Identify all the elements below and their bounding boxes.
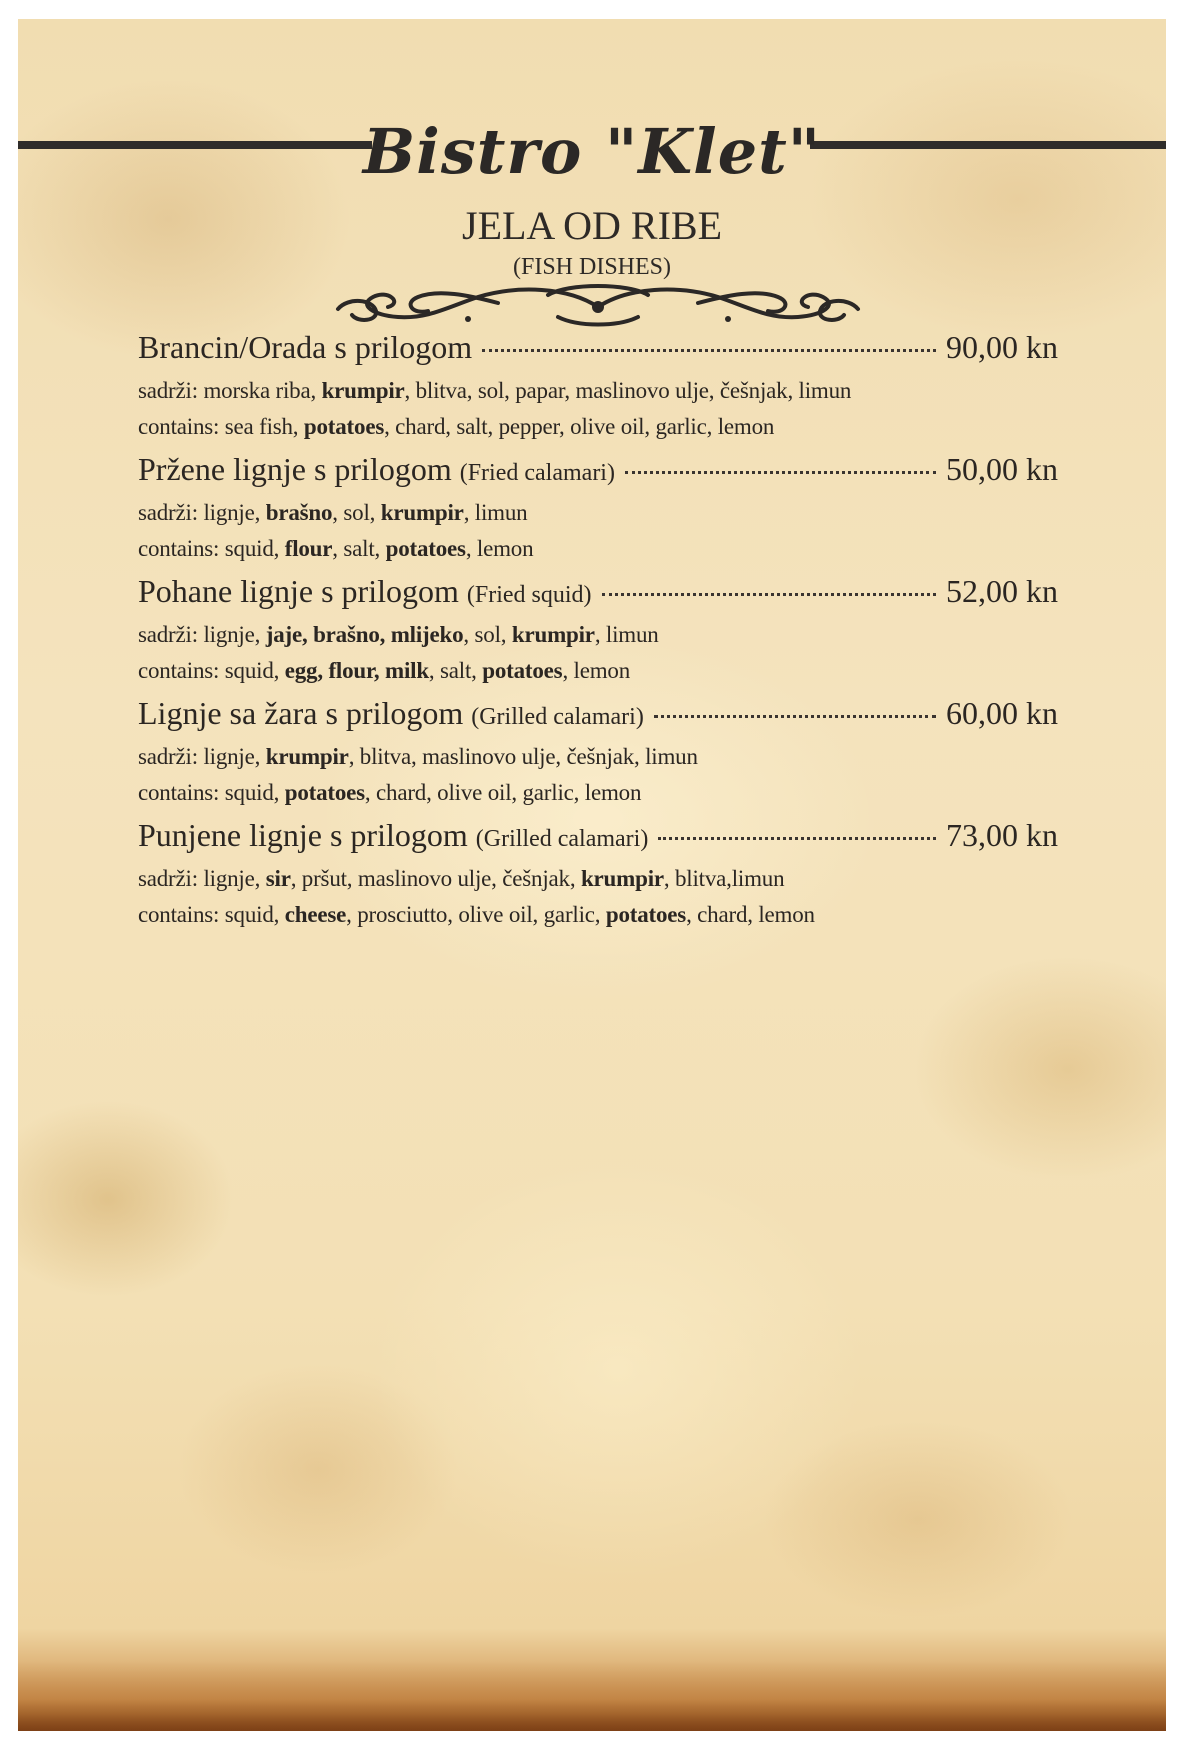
menu-item xyxy=(138,817,1058,939)
menu-item xyxy=(138,695,1058,817)
allergen: potatoes xyxy=(605,902,687,927)
ingredient-text: contains: sea fish, xyxy=(138,414,304,439)
ingredient-text: , sol, xyxy=(332,500,381,525)
menu-list xyxy=(138,329,1058,939)
ingredients-english xyxy=(138,775,1058,811)
dot-leader xyxy=(654,715,936,718)
dish-price: 52,00 kn xyxy=(946,573,1058,609)
burnt-edge xyxy=(18,1661,1166,1731)
ingredient-text: , prosciutto, olive oil, garlic, xyxy=(346,902,606,927)
menu-item-header xyxy=(138,451,1058,495)
allergen: krumpir xyxy=(511,622,595,647)
ingredients-english xyxy=(138,897,1058,933)
ingredient-text: contains: squid, xyxy=(138,658,285,683)
ingredient-text: , chard, salt, pepper, olive oil, garlic, lemon xyxy=(384,414,775,439)
dish-price: 90,00 kn xyxy=(946,329,1058,365)
ingredient-text: , lemon xyxy=(465,536,534,561)
allergen: krumpir xyxy=(321,378,405,403)
restaurant-title: Bistro "Klet" xyxy=(362,115,822,188)
ingredient-text: sadrži: lignje, xyxy=(138,866,266,891)
allergen: krumpir xyxy=(380,500,464,525)
ingredient-text: , blitva,limun xyxy=(663,866,785,891)
ingredient-text: , pršut, maslinovo ulje, češnjak, xyxy=(290,866,581,891)
ingredient-text: , salt, xyxy=(332,536,386,561)
allergen: potatoes xyxy=(284,780,365,805)
allergen: krumpir xyxy=(580,866,664,891)
ingredient-text: , salt, xyxy=(428,658,483,683)
ingredient-text: , lemon xyxy=(562,658,631,683)
dot-leader xyxy=(625,471,936,474)
ingredient-text: sadrži: lignje, xyxy=(138,500,266,525)
ingredient-text: , blitva, sol, papar, maslinovo ulje, češnjak, limun xyxy=(404,378,852,403)
menu-item-header xyxy=(138,573,1058,617)
ingredient-text: contains: squid, xyxy=(138,780,285,805)
dish-name: Punjene lignje s prilogom xyxy=(138,817,468,853)
dish-price: 73,00 kn xyxy=(946,817,1058,853)
ingredient-text: , limun xyxy=(594,622,659,647)
ingredient-text: , blitva, maslinovo ulje, češnjak, limun xyxy=(348,744,698,769)
ingredient-text: sadrži: morska riba, xyxy=(138,378,322,403)
ingredient-text: , limun xyxy=(463,500,528,525)
ingredient-text: sadrži: lignje, xyxy=(138,622,266,647)
allergen: sir xyxy=(265,866,291,891)
ingredients-croatian xyxy=(138,373,1058,409)
allergen: egg, flour, milk xyxy=(284,658,429,683)
allergen: krumpir xyxy=(265,744,349,769)
section-subtitle: (FISH DISHES) xyxy=(512,254,671,280)
menu-item xyxy=(138,573,1058,695)
dish-name: Brancin/Orada s prilogom xyxy=(138,329,473,365)
ingredient-text: , chard, lemon xyxy=(686,902,815,927)
allergen: cheese xyxy=(284,902,347,927)
menu-item xyxy=(138,329,1058,451)
menu-item-header xyxy=(138,329,1058,373)
dish-name: Pohane lignje s prilogom xyxy=(138,573,459,609)
dish-name-english: (Fried squid) xyxy=(466,582,592,608)
ingredient-text: contains: squid, xyxy=(138,536,285,561)
allergen: brašno xyxy=(265,500,333,525)
dish-price: 50,00 kn xyxy=(946,451,1058,487)
ingredients-croatian xyxy=(138,861,1058,897)
allergen: potatoes xyxy=(385,536,466,561)
ingredient-text: sadrži: lignje, xyxy=(138,744,266,769)
ingredients-croatian xyxy=(138,739,1058,775)
ingredients-english xyxy=(138,653,1058,689)
dish-name-english: (Fried calamari) xyxy=(459,460,615,486)
ingredient-text: , chard, olive oil, garlic, lemon xyxy=(364,780,642,805)
allergen: potatoes xyxy=(303,414,385,439)
dish-name-english: (Grilled calamari) xyxy=(471,704,644,730)
menu-item-header xyxy=(138,817,1058,861)
section-title: JELA OD RIBE xyxy=(462,203,722,248)
allergen: jaje, brašno, mlijeko xyxy=(265,622,464,647)
ingredients-english xyxy=(138,531,1058,567)
dish-name: Lignje sa žara s prilogom xyxy=(138,695,464,731)
ingredients-croatian xyxy=(138,495,1058,531)
dot-leader xyxy=(602,593,936,596)
dot-leader xyxy=(658,837,936,840)
ingredient-text: , sol, xyxy=(463,622,512,647)
menu-page xyxy=(18,19,1166,1731)
allergen: flour xyxy=(284,536,333,561)
menu-item-header xyxy=(138,695,1058,739)
allergen: potatoes xyxy=(482,658,563,683)
ingredients-croatian xyxy=(138,617,1058,653)
ornament-flourish xyxy=(318,277,878,337)
ingredient-text: contains: squid, xyxy=(138,902,285,927)
menu-item xyxy=(138,451,1058,573)
dish-name-english: (Grilled calamari) xyxy=(475,826,649,852)
dish-name: Pržene lignje s prilogom xyxy=(138,451,452,487)
dish-price: 60,00 kn xyxy=(946,695,1058,731)
dot-leader xyxy=(482,349,936,352)
ingredients-english xyxy=(138,409,1058,445)
